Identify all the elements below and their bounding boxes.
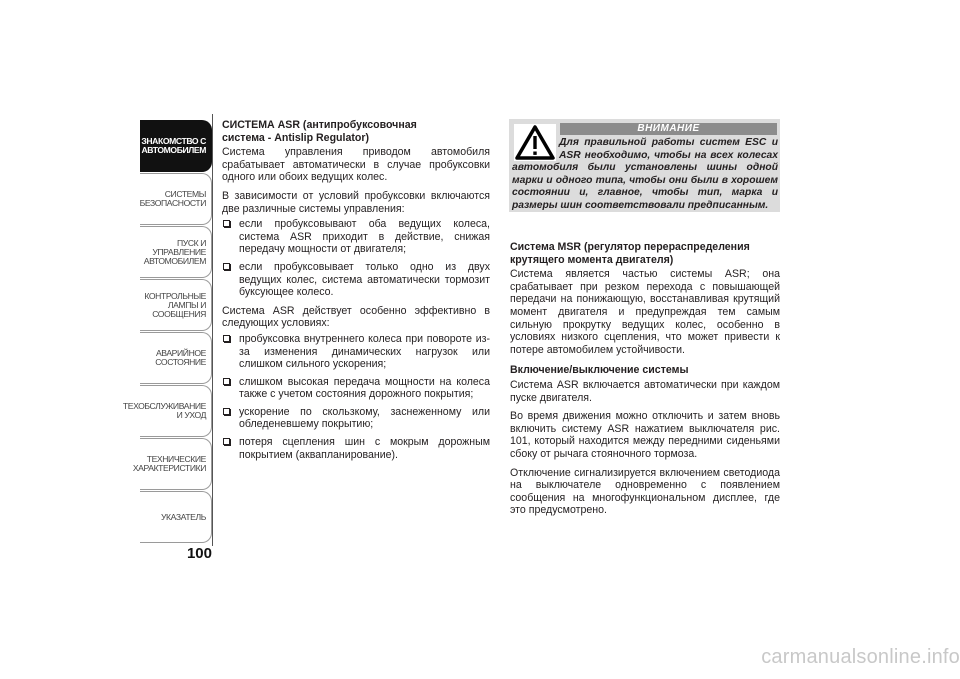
asr-paragraph: Система управления приводом автомобиля срабатывает автоматически в случае пробуксовки одного или обоих ведущих колес. xyxy=(222,146,490,184)
tab-maintenance[interactable] xyxy=(122,385,212,437)
column-divider xyxy=(212,114,213,546)
page-number: 100 xyxy=(186,545,212,562)
asr-title-line2: система - Antislip Regulator) xyxy=(222,131,369,144)
asr-title xyxy=(222,119,490,144)
tab-label: КОНТРОЛЬНЫЕ ЛАМПЫ И СООБЩЕНИЯ xyxy=(144,290,206,319)
tab-index[interactable] xyxy=(140,491,212,543)
list-item: если пробуксовывает только одно из двух ведущих колес, система автоматически тормозит буксующее колесо. xyxy=(222,261,490,299)
asr-paragraph: Система ASR действует особенно эффективно в следующих условиях: xyxy=(222,304,490,330)
msr-paragraph: Система ASR включается автоматически при каждом пуске двигателя. xyxy=(510,378,780,404)
list-item: пробуксовка внутреннего колеса при повороте из-за изменения динамических нагрузок или слишком сильного ускорения; xyxy=(222,333,490,371)
msr-section xyxy=(510,241,780,523)
warning-text-block xyxy=(512,137,778,212)
msr-title xyxy=(510,241,780,266)
control-modes-list xyxy=(222,218,490,299)
conditions-list xyxy=(222,333,490,461)
tab-label: АВАРИЙНОЕ СОСТОЯНИЕ xyxy=(155,348,206,367)
msr-paragraph: Отключение сигнализируется включением светодиода на выключателе одновременно с появлением сообщения на многофункциональном дисплее, где это предусмотрено. xyxy=(510,466,780,517)
tab-warning-lights[interactable] xyxy=(140,279,212,331)
tab-introduction[interactable] xyxy=(140,120,212,172)
msr-title-line2: крутящего момента двигателя) xyxy=(510,253,674,266)
warning-heading: ВНИМАНИЕ xyxy=(560,123,777,135)
tab-label: ТЕХОБСЛУЖИВАНИЕ И УХОД xyxy=(122,401,206,420)
tab-emergency[interactable] xyxy=(140,332,212,384)
tab-label: СИСТЕМЫ БЕЗОПАСНОСТИ xyxy=(139,189,206,208)
tab-specifications[interactable] xyxy=(132,438,212,490)
tab-starting-driving[interactable] xyxy=(140,226,212,278)
on-off-subtitle: Включение/выключение системы xyxy=(510,364,689,377)
watermark: carmanualsonline.info xyxy=(761,646,960,668)
tab-label: ПУСК И УПРАВЛЕНИЕ АВТОМОБИЛЕМ xyxy=(143,237,206,266)
list-item: слишком высокая передача мощности на колеса также с учетом состояния дорожного покрытия; xyxy=(222,376,490,401)
msr-paragraph: Во время движения можно отключить и затем вновь включить систему ASR нажатием выключателя рис. 101, который находится между передними сиденьями сбоку от рычага стояночного тормоза. xyxy=(510,410,780,460)
asr-section xyxy=(222,119,490,467)
list-item: потеря сцепления шин с мокрым дорожным покрытием (аквапланирование). xyxy=(222,436,490,461)
list-item: если пробуксовывают оба ведущих колеса, система ASR приходит в действие, снижая передачу мощности от двигателя; xyxy=(222,218,490,256)
list-item: ускорение по скользкому, заснеженному или обледеневшему покрытию; xyxy=(222,406,490,431)
tab-label: ЗНАКОМСТВО С АВТОМОБИЛЕМ xyxy=(141,136,206,155)
tab-label: УКАЗАТЕЛЬ xyxy=(160,511,206,522)
warning-text: Для правильной работы систем ESC и ASR необходимо, чтобы на всех колесах автомобиля были установлены шины одной марки и одного типа, чтобы они были в хорошем состоянии и, главное, чтобы тип, марка и размеры шин соответствовали предписанным. xyxy=(512,137,778,211)
asr-paragraph: В зависимости от условий пробуксовки включаются две различные системы управления: xyxy=(222,189,490,215)
tab-safety-systems[interactable] xyxy=(140,173,212,225)
msr-title-line1: Система MSR (регулятор перераспределения xyxy=(510,241,750,253)
asr-title-line1: СИСТЕМА ASR (антипробуксовочная xyxy=(222,119,417,131)
msr-paragraph: Система является частью системы ASR; она срабатывает при резком перехода с повышающей передачи на понижающую, восстанавливая крутящий момент двигателя и предупреждая тем самым сильную прокрутку ведущих колес, особенно в условиях низкого сцепления, что может привести к потере автомобилем устойчивости. xyxy=(510,268,780,356)
tab-label: ТЕХНИЧЕСКИЕ ХАРАКТЕРИСТИКИ xyxy=(132,454,206,473)
warning-box xyxy=(509,119,780,212)
